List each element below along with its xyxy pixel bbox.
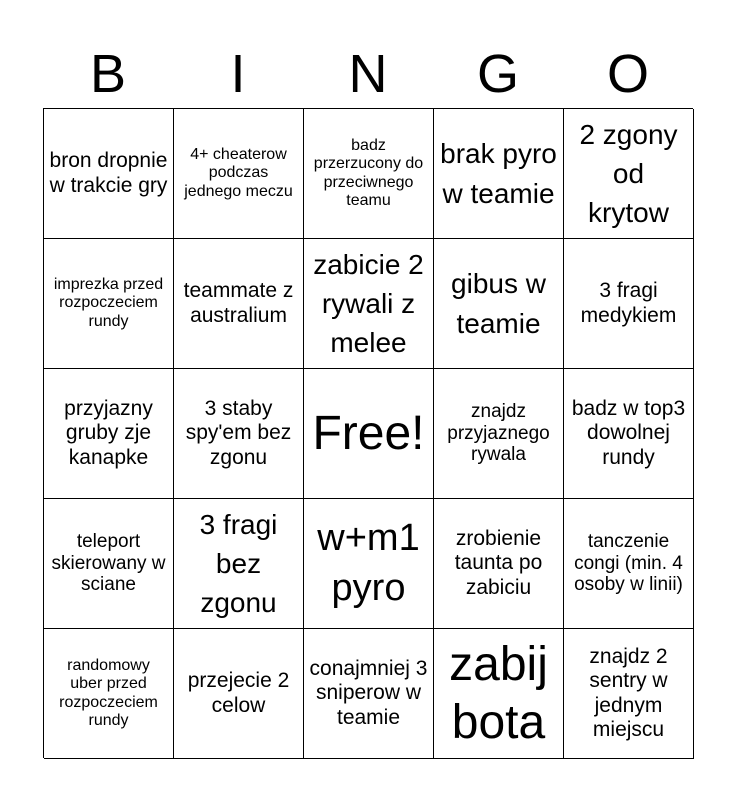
bingo-cell[interactable]: zrobienie taunta po zabiciu	[434, 499, 564, 629]
header-letter-g: G	[476, 44, 519, 104]
bingo-cell[interactable]: tanczenie congi (min. 4 osoby w linii)	[564, 499, 694, 629]
header-letter-b: B	[89, 44, 127, 104]
bingo-cell[interactable]: zabicie 2 rywali z melee	[304, 239, 434, 369]
bingo-cell[interactable]: przyjazny gruby zje kanapke	[44, 369, 174, 499]
bingo-cell[interactable]: znajdz przyjaznego rywala	[434, 369, 564, 499]
bingo-cell[interactable]: badz przerzucony do przeciwnego teamu	[304, 109, 434, 239]
bingo-cell[interactable]: conajmniej 3 sniperow w teamie	[304, 629, 434, 759]
bingo-cell[interactable]: gibus w teamie	[434, 239, 564, 369]
bingo-cell[interactable]: 3 staby spy'em bez zgonu	[174, 369, 304, 499]
bingo-cell[interactable]: 2 zgony od krytow	[564, 109, 694, 239]
bingo-cell[interactable]: zabij bota	[434, 629, 564, 759]
bingo-cell[interactable]: brak pyro w teamie	[434, 109, 564, 239]
bingo-cell[interactable]: 4+ cheaterow podczas jednego meczu	[174, 109, 304, 239]
bingo-header	[43, 40, 693, 108]
header-letter-o: O	[606, 44, 649, 104]
bingo-cell-free[interactable]: Free!	[304, 369, 434, 499]
bingo-cell[interactable]: bron dropnie w trakcie gry	[44, 109, 174, 239]
bingo-cell[interactable]: teleport skierowany w sciane	[44, 499, 174, 629]
bingo-grid	[43, 108, 693, 758]
bingo-cell[interactable]: 3 fragi bez zgonu	[174, 499, 304, 629]
bingo-cell[interactable]: randomowy uber przed rozpoczeciem rundy	[44, 629, 174, 759]
header-letter-n: N	[348, 44, 388, 104]
bingo-cell[interactable]: przejecie 2 celow	[174, 629, 304, 759]
bingo-cell[interactable]: w+m1 pyro	[304, 499, 434, 629]
bingo-cell[interactable]: teammate z australium	[174, 239, 304, 369]
bingo-cell[interactable]: znajdz 2 sentry w jednym miejscu	[564, 629, 694, 759]
bingo-cell[interactable]: 3 fragi medykiem	[564, 239, 694, 369]
bingo-cell[interactable]: imprezka przed rozpoczeciem rundy	[44, 239, 174, 369]
header-letter-i: I	[230, 44, 246, 104]
bingo-cell[interactable]: badz w top3 dowolnej rundy	[564, 369, 694, 499]
